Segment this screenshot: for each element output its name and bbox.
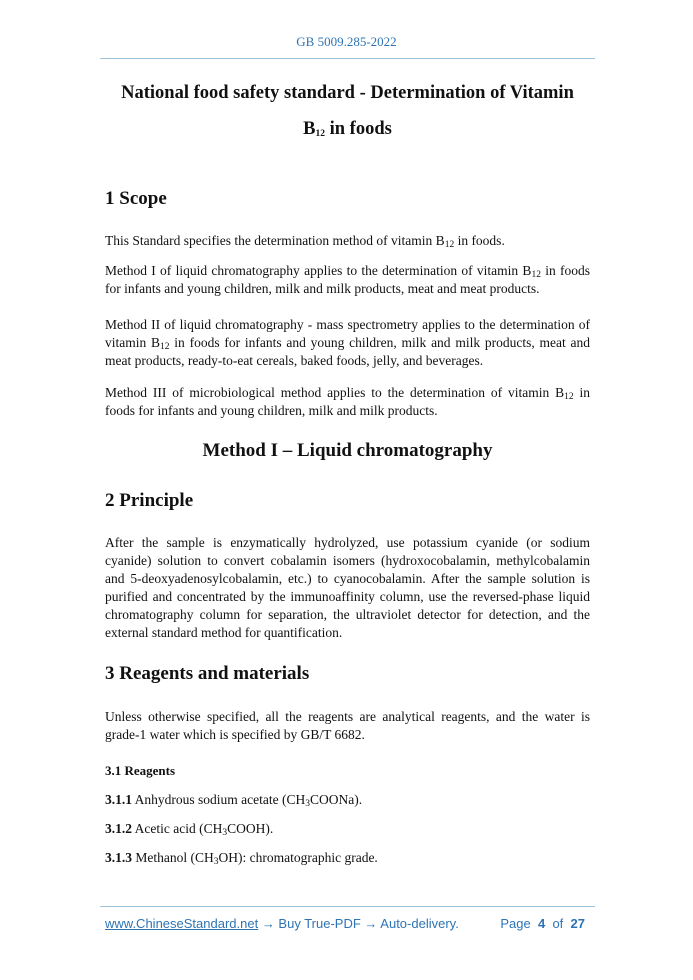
chinesestandard-link[interactable]: www.ChineseStandard.net: [105, 916, 259, 931]
title-text: in foods: [325, 119, 392, 139]
section-heading-scope: 1 Scope: [105, 188, 167, 209]
footer-promo-text: → Buy True-PDF → Auto-delivery.: [258, 916, 459, 931]
scope-paragraph-4: Method III of microbiological method applies to the determination of vitamin $B_{12}$ in foods for infants and young children, milk and milk products.: [105, 385, 590, 418]
scope-paragraph-3: Method II of liquid chromatography - mass spectrometry applies to the determination of vitamin $B_{12}$ in foods for infants and young children, milk and milk products, meat and meat products, ready-to-eat cereals, baked foods, jelly, and beverages.: [105, 317, 590, 368]
page-footer: [105, 916, 585, 931]
reagents-intro: Unless otherwise specified, all the reagents are analytical reagents, and the water is grade-1 water which is specified by GB/T 6682.: [105, 709, 590, 742]
footer-divider: [100, 906, 595, 907]
document-title-line1: National food safety standard - Determination of Vitamin: [121, 83, 574, 103]
reagent-item: 3.1.3 Methanol $(CH_3OH)$: chromatographic grade.: [105, 850, 378, 867]
document-title-line2: [100, 119, 595, 140]
reagent-item: 3.1.2 Acetic acid $(CH_3COOH)$.: [105, 821, 274, 838]
principle-paragraph: After the sample is enzymatically hydrolyzed, use potassium cyanide (or sodium cyanide) solution to convert cobalamin isomers (hydroxocobalamin, methylcobalamin and 5-deoxyadenosylcobalamin, etc.) to cyanocobalamin. After the sample solution is purified and concentrated by the immunoaffinity column, use the reversed-phase liquid chromatography column for separation, the ultraviolet detector for detection, and the external standard method for quantification.: [105, 535, 590, 640]
section-heading-principle: 2 Principle: [105, 490, 194, 511]
subsection-heading-reagents: 3.1 Reagents: [105, 763, 176, 778]
title-subscript: 12: [315, 129, 325, 139]
section-heading-reagents: 3 Reagents and materials: [105, 663, 310, 684]
header-divider: [100, 58, 595, 59]
title-text: B: [303, 119, 316, 139]
reagent-item: 3.1.1 Anhydrous sodium acetate $(CH_3COONa)$.: [105, 792, 363, 809]
scope-paragraph-2: Method I of liquid chromatography applies to the determination of vitamin $B_{12}$ in foods for infants and young children, milk and milk products, meat and meat products.: [105, 263, 591, 296]
page-indicator: Page 4 of 27: [500, 916, 585, 931]
scope-paragraph-1: This Standard specifies the determination method of vitamin $B_{12}$ in foods.: [105, 233, 505, 250]
document-number-header: GB 5009.285-2022: [296, 34, 397, 49]
method-heading: Method I – Liquid chromatography: [202, 440, 493, 461]
